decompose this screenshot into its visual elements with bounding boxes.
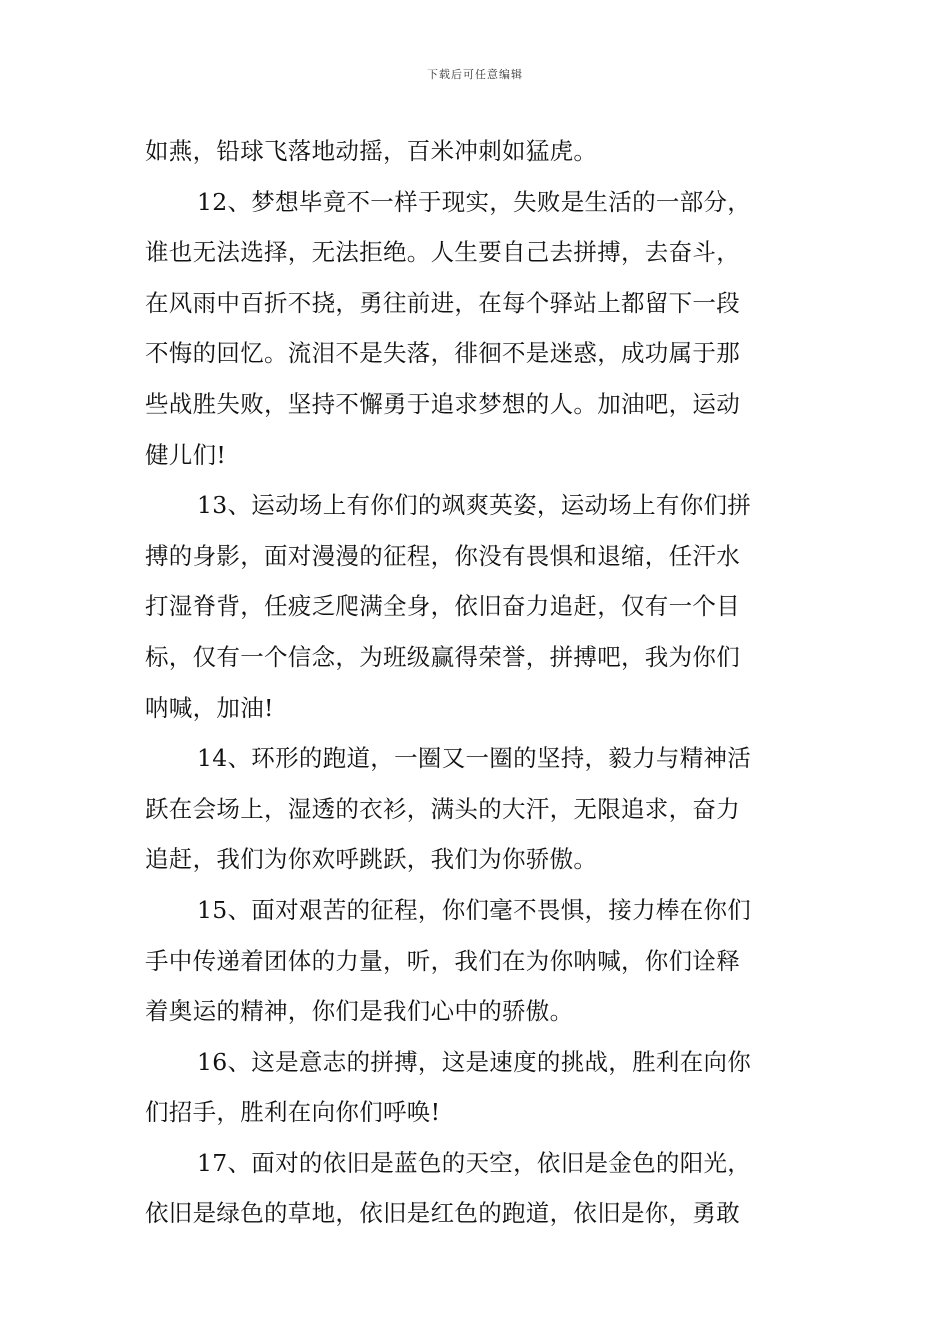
text-line: 12、梦想毕竟不一样于现实，失败是生活的一部分， bbox=[197, 187, 752, 216]
document-body bbox=[145, 126, 807, 1239]
text-line: 呐喊，加油! bbox=[145, 693, 274, 722]
text-line: 如燕，铅球飞落地动摇，百米冲刺如猛虎。 bbox=[145, 137, 598, 165]
text-line: 不悔的回忆。流泪不是失落，徘徊不是迷惑，成功属于那 bbox=[145, 339, 740, 368]
text-line: 着奥运的精神，你们是我们心中的骄傲。 bbox=[145, 997, 574, 1026]
text-line: 谁也无法选择，无法拒绝。人生要自己去拼搏，去奋斗， bbox=[145, 238, 740, 267]
text-line: 搏的身影，面对漫漫的征程，你没有畏惧和退缩，任汗水 bbox=[145, 541, 740, 570]
text-line: 16、这是意志的拼搏，这是速度的挑战，胜利在向你 bbox=[197, 1047, 752, 1076]
text-line: 些战胜失败，坚持不懈勇于追求梦想的人。加油吧，运动 bbox=[145, 389, 740, 418]
text-line: 手中传递着团体的力量，听，我们在为你呐喊，你们诠释 bbox=[145, 946, 740, 975]
text-line: 15、面对艰苦的征程，你们毫不畏惧，接力棒在你们 bbox=[197, 895, 752, 924]
text-line: 在风雨中百折不挠，勇往前进，在每个驿站上都留下一段 bbox=[145, 288, 740, 317]
text-line: 跃在会场上，湿透的衣衫，满头的大汗，无限追求，奋力 bbox=[145, 794, 740, 823]
text-line: 标，仅有一个信念，为班级赢得荣誉，拼搏吧，我为你们 bbox=[145, 642, 740, 671]
text-line: 依旧是绿色的草地，依旧是红色的跑道，依旧是你，勇敢 bbox=[145, 1199, 740, 1228]
text-line: 们招手，胜利在向你们呼唤! bbox=[145, 1098, 441, 1127]
text-line: 追赶，我们为你欢呼跳跃，我们为你骄傲。 bbox=[145, 845, 598, 874]
text-line: 打湿脊背，任疲乏爬满全身，依旧奋力追赶，仅有一个目 bbox=[145, 592, 740, 621]
text-line: 13、运动场上有你们的飒爽英姿，运动场上有你们拼 bbox=[197, 491, 752, 520]
text-line: 健儿们! bbox=[145, 440, 227, 469]
page-header: 下载后可任意编辑 bbox=[427, 68, 523, 81]
text-line: 14、环形的跑道，一圈又一圈的坚持，毅力与精神活 bbox=[197, 744, 752, 773]
text-line: 17、面对的依旧是蓝色的天空，依旧是金色的阳光， bbox=[197, 1148, 752, 1177]
